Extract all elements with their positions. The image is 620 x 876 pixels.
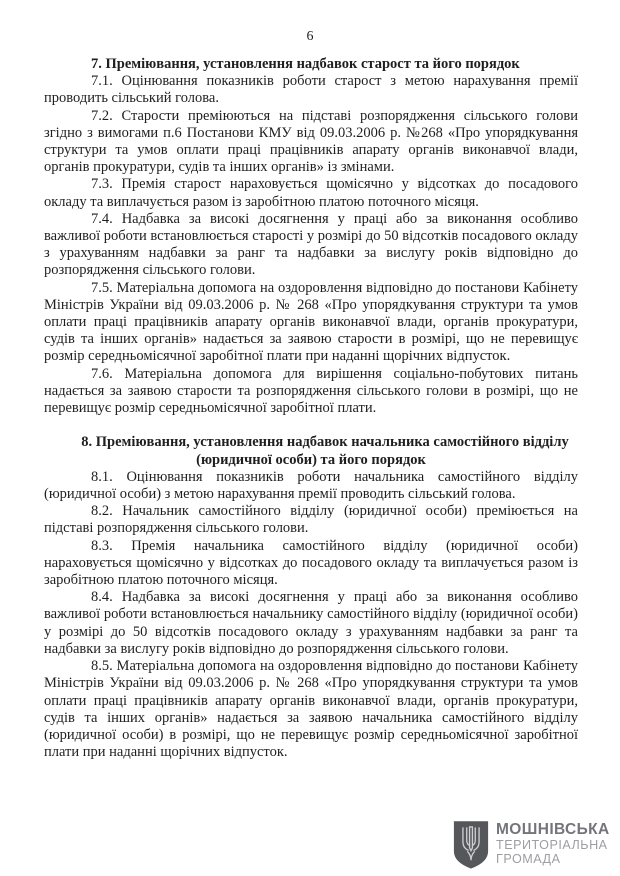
paragraph-7-2: 7.2. Старости преміюються на підставі розпорядження сільського голови згідно з вимогами п.6 Постанови КМУ від 09.03.2006 р. №268 «Про упорядкування структури та умов оплати праці працівників апарату органів виконавчої влади, органів прокуратури, судів та інших органів» із змінами. <box>44 107 578 176</box>
logo-subtitle-line2: ГРОМАДА <box>496 852 561 867</box>
section-7-heading: 7. Преміювання, установлення надбавок старост та його порядок <box>91 56 520 72</box>
section-gap <box>44 417 578 434</box>
logo-subtitle-line1: ТЕРИТОРІАЛЬНА <box>496 837 608 852</box>
paragraph-7-6: 7.6. Матеріальна допомога для вирішення соціально-побутових питань надається за заявою старости та розпорядження сільського голови в розмірі, що не перевищує розмір середньомісячної заробітної плати. <box>44 365 578 417</box>
logo-title: МОШНІВСЬКА <box>496 821 610 838</box>
paragraph-8-3: 8.3. Премія начальника самостійного відділу (юридичної особи) нараховується щомісячно у відсотках до посадового окладу та виплачується разом із заробітною платою поточного місяця. <box>44 537 578 589</box>
paragraph-7-4: 7.4. Надбавка за високі досягнення у праці або за виконання особливо важливої роботи встановлюється старості у розмірі до 50 відсотків посадового окладу з урахуванням надбавки за ранг та надбавки за вислугу років відповідно до розпорядження сільського голови. <box>44 210 578 279</box>
hromada-logo <box>452 819 610 876</box>
paragraph-7-1: 7.1. Оцінювання показників роботи старост з метою нарахування премії проводить сільський голова. <box>44 73 578 107</box>
section-8-heading: 8. Преміювання, установлення надбавок начальника самостійного відділу (юридичної особи) та його порядок <box>81 434 569 468</box>
paragraph-8-5: 8.5. Матеріальна допомога на оздоровлення відповідно до постанови Кабінету Міністрів України від 09.03.2006 р. № 268 «Про упорядкування структури та умов оплати праці працівників апарату органів виконавчої влади, органів прокуратури, судів та інших органів» надається за заявою начальника самостійного відділу (юридичної особи) в розмірі, що не перевищує розмір середньомісячної заробітної плати при наданні щорічних відпусток. <box>44 658 578 761</box>
tryzub-shield-icon <box>452 819 490 876</box>
paragraph-7-3: 7.3. Премія старост нараховується щомісячно у відсотках до посадового окладу та виплачується разом із заробітною платою поточного місяця. <box>44 176 578 210</box>
document-content <box>44 56 578 761</box>
paragraph-7-5: 7.5. Матеріальна допомога на оздоровлення відповідно до постанови Кабінету Міністрів України від 09.03.2006 р. № 268 «Про упорядкування структури та умов оплати праці працівників апарату органів виконавчої влади, органів прокуратури, судів та інших органів» надається за заявою старости в розмірі, що не перевищує розмір середньомісячної заробітної плати при наданні щорічних відпусток. <box>44 279 578 365</box>
paragraph-8-4: 8.4. Надбавка за високі досягнення у праці або за виконання особливо важливої роботи встановлюється начальнику самостійного відділу (юридичної особи) у розмірі до 50 відсотків посадового окладу з урахуванням надбавки за ранг та надбавки за вислугу років відповідно до розпорядження сільського голови. <box>44 589 578 657</box>
logo-text-block <box>496 819 610 867</box>
page-number: 6 <box>306 29 314 44</box>
paragraph-8-1: 8.1. Оцінювання показників роботи начальника самостійного відділу (юридичної особи) з метою нарахування премії проводить сільський голова. <box>44 468 578 503</box>
paragraph-8-2: 8.2. Начальник самостійного відділу (юридичної особи) преміюється на підставі розпорядження сільського голови. <box>44 503 578 537</box>
